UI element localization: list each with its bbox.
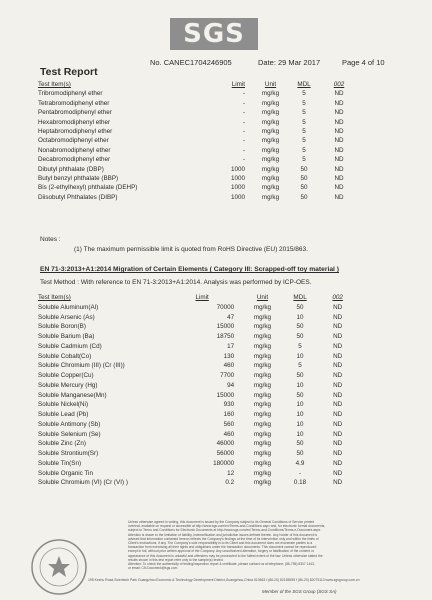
limit-cell: 56000 bbox=[216, 450, 235, 457]
result-cell: ND bbox=[334, 175, 344, 183]
unit-cell: mg/kg bbox=[261, 90, 280, 98]
unit-cell: mg/kg bbox=[261, 193, 280, 201]
limit-cell: 130 bbox=[223, 352, 235, 360]
limit-cell: 180000 bbox=[213, 459, 235, 467]
mdl-cell: 50 bbox=[300, 165, 308, 173]
table-row bbox=[38, 99, 358, 108]
test-method-text: With reference to EN 71-3:2013+A1:2014. Analysis was performed by ICP-OES. bbox=[80, 279, 312, 286]
test-item-cell: Tetrabromodiphenyl ether bbox=[38, 99, 110, 107]
unit-cell: mg/kg bbox=[253, 469, 272, 477]
limit-cell: - bbox=[242, 146, 245, 154]
table-row bbox=[38, 439, 358, 449]
test-item-cell: Decabromodiphenyl ether bbox=[38, 156, 111, 164]
mdl-cell: 5 bbox=[302, 99, 306, 107]
table-row bbox=[38, 174, 358, 183]
result-cell: ND bbox=[333, 313, 343, 321]
result-cell: ND bbox=[334, 137, 344, 145]
limit-cell: 47 bbox=[227, 313, 235, 321]
results-table-2 bbox=[38, 293, 358, 488]
result-cell: ND bbox=[333, 372, 343, 379]
unit-cell: mg/kg bbox=[261, 128, 280, 136]
report-title: Test Report bbox=[40, 66, 98, 78]
result-cell: ND bbox=[333, 440, 343, 448]
result-cell: ND bbox=[333, 420, 343, 428]
test-item-cell: Soluble Barium (Ba) bbox=[38, 333, 95, 340]
unit-cell: mg/kg bbox=[253, 362, 272, 370]
result-cell: ND bbox=[333, 459, 343, 467]
test-item-cell: Soluble Chromium (VI) (Cr (VI) ) bbox=[38, 479, 128, 487]
table-row bbox=[38, 391, 358, 401]
mdl-cell: 50 bbox=[296, 440, 304, 448]
fine-print-line: appearance of this document is unlawful and offenders may be prosecuted to the fullest extent of the law. Unless otherwise stated the bbox=[128, 553, 323, 558]
unit-cell: mg/kg bbox=[253, 420, 272, 428]
result-cell: ND bbox=[333, 381, 343, 389]
test-item-cell: Nonabromodiphenyl ether bbox=[38, 146, 111, 154]
column-header-sample: 002 bbox=[332, 294, 343, 301]
footer-address: 198 Kezhu Road,Scientech Park Guangzhou Economic & Technology Development District,Guangzhou,China 510663 t (86-20) 82155555 f (86-20) 82075113 www.sgsgroup.com.cn bbox=[88, 578, 360, 582]
test-item-cell: Tribromodiphenyl ether bbox=[38, 90, 103, 98]
unit-cell: mg/kg bbox=[253, 381, 272, 389]
limit-cell: - bbox=[242, 137, 245, 145]
mdl-cell: - bbox=[299, 469, 302, 477]
table-row bbox=[38, 420, 358, 430]
table-row bbox=[38, 342, 358, 352]
unit-cell: mg/kg bbox=[261, 99, 280, 107]
table-row bbox=[38, 127, 358, 136]
limit-cell: 930 bbox=[223, 401, 235, 409]
test-item-cell: Pentabromodiphenyl ether bbox=[38, 109, 112, 117]
limit-cell: 17 bbox=[227, 342, 235, 350]
official-seal-stamp bbox=[30, 538, 88, 596]
test-item-cell: Soluble Nickel(Ni) bbox=[38, 401, 89, 409]
notes-label: Notes : bbox=[40, 236, 61, 243]
limit-cell: - bbox=[242, 99, 245, 107]
mdl-cell: 50 bbox=[296, 450, 304, 457]
limit-cell: 46000 bbox=[216, 440, 235, 448]
mdl-cell: 50 bbox=[300, 184, 308, 192]
limit-cell: - bbox=[242, 90, 245, 98]
result-cell: ND bbox=[333, 352, 343, 360]
fine-print-line: Unless otherwise agreed in writing, this document is issued by the Company subject to its General Conditions of Service printed bbox=[128, 520, 315, 524]
limit-cell: 1000 bbox=[230, 193, 245, 201]
fine-print-line: except in full, without prior written approval of the Company. Any unauthorized alteration, forgery or falsification of the content or bbox=[128, 549, 314, 554]
test-item-cell: Soluble Aluminum(Al) bbox=[38, 303, 99, 311]
mdl-cell: 50 bbox=[296, 391, 304, 399]
mdl-cell: 50 bbox=[296, 333, 304, 340]
table-row bbox=[38, 400, 358, 410]
report-date: Date: 29 Mar 2017 bbox=[258, 58, 321, 67]
test-item-cell: Soluble Cobalt(Co) bbox=[38, 352, 92, 360]
limit-cell: 460 bbox=[223, 362, 235, 370]
mdl-cell: 5 bbox=[298, 362, 302, 370]
table-body bbox=[38, 303, 358, 488]
terms-fine-print bbox=[128, 520, 418, 570]
test-item-cell: Soluble Antimony (Sb) bbox=[38, 420, 101, 428]
column-header-sample: 002 bbox=[333, 81, 345, 88]
result-cell: ND bbox=[334, 156, 344, 164]
fine-print-line: or email: CN.Doccheck@sgs.com bbox=[128, 566, 178, 571]
unit-cell: mg/kg bbox=[261, 146, 280, 154]
mdl-cell: 5 bbox=[302, 137, 306, 145]
mdl-cell: 10 bbox=[296, 381, 304, 389]
table-row bbox=[38, 478, 358, 488]
result-cell: ND bbox=[333, 430, 343, 438]
note-1: (1) The maximum permissible limit is quoted from RoHS Directive (EU) 2015/863. bbox=[74, 246, 308, 253]
test-method bbox=[40, 279, 312, 286]
unit-cell: mg/kg bbox=[253, 323, 272, 331]
mdl-cell: 10 bbox=[296, 352, 304, 360]
limit-cell: 1000 bbox=[230, 175, 245, 183]
mdl-cell: 5 bbox=[302, 90, 306, 98]
table-body bbox=[38, 89, 358, 202]
unit-cell: mg/kg bbox=[253, 440, 272, 448]
column-header-unit: Unit bbox=[256, 294, 269, 301]
result-cell: ND bbox=[334, 109, 344, 117]
mdl-cell: 10 bbox=[296, 313, 304, 321]
table-row bbox=[38, 313, 358, 323]
column-header-test-item: Test Item(s) bbox=[38, 81, 71, 88]
unit-cell: mg/kg bbox=[253, 372, 272, 379]
footer-member: Member of the SGS Group (SGS SA) bbox=[262, 589, 337, 594]
unit-cell: mg/kg bbox=[261, 109, 280, 117]
table-row bbox=[38, 322, 358, 332]
mdl-cell: 10 bbox=[296, 401, 304, 409]
unit-cell: mg/kg bbox=[253, 401, 272, 409]
result-cell: ND bbox=[334, 165, 344, 173]
unit-cell: mg/kg bbox=[253, 459, 272, 467]
column-header-unit: Unit bbox=[264, 81, 277, 88]
table-row bbox=[38, 371, 358, 381]
test-item-cell: Soluble Lead (Pb) bbox=[38, 411, 89, 418]
test-item-cell: Heptabromodiphenyl ether bbox=[38, 128, 113, 136]
test-item-cell: Soluble Strontium(Sr) bbox=[38, 450, 99, 457]
limit-cell: - bbox=[242, 109, 245, 117]
unit-cell: mg/kg bbox=[253, 391, 272, 399]
limit-cell: 7700 bbox=[220, 372, 235, 379]
table-row bbox=[38, 459, 358, 469]
table-row bbox=[38, 155, 358, 164]
table-row bbox=[38, 193, 358, 202]
limit-cell: 160 bbox=[223, 411, 235, 418]
limit-cell: - bbox=[242, 156, 245, 164]
unit-cell: mg/kg bbox=[253, 430, 272, 438]
test-method-label: Test Method : bbox=[40, 279, 80, 286]
table-row bbox=[38, 352, 358, 362]
table-row bbox=[38, 118, 358, 127]
limit-cell: 460 bbox=[223, 430, 235, 438]
mdl-cell: 10 bbox=[296, 420, 304, 428]
mdl-cell: 50 bbox=[296, 323, 304, 331]
result-cell: ND bbox=[334, 146, 344, 154]
limit-cell: - bbox=[242, 128, 245, 136]
limit-cell: 18750 bbox=[216, 333, 235, 340]
limit-cell: 70000 bbox=[216, 303, 235, 311]
test-item-cell: Soluble Cadmium (Cd) bbox=[38, 342, 102, 350]
test-item-cell: Diisobutyl Phthalates (DIBP) bbox=[38, 193, 118, 201]
fine-print-line: results shown in this test report refer only to the sample(s) tested. bbox=[128, 557, 224, 562]
limit-cell: 94 bbox=[227, 381, 235, 389]
table-row bbox=[38, 381, 358, 391]
test-item-cell: Soluble Zinc (Zn) bbox=[38, 440, 86, 448]
mdl-cell: 5 bbox=[302, 109, 306, 117]
result-cell: ND bbox=[333, 323, 343, 331]
test-item-cell: Soluble Arsenic (As) bbox=[38, 313, 95, 321]
limit-cell: 1000 bbox=[230, 165, 245, 173]
unit-cell: mg/kg bbox=[261, 156, 280, 164]
result-cell: ND bbox=[333, 479, 343, 487]
column-header-mdl: MDL bbox=[297, 81, 311, 88]
limit-cell: 0.2 bbox=[225, 479, 235, 487]
column-header-limit: Limit bbox=[231, 81, 245, 88]
table-row bbox=[38, 183, 358, 192]
page-number: Page 4 of 10 bbox=[342, 58, 432, 600]
mdl-cell: 50 bbox=[296, 372, 304, 379]
table-row bbox=[38, 469, 358, 479]
limit-cell: 560 bbox=[223, 420, 235, 428]
table-header bbox=[38, 293, 358, 303]
unit-cell: mg/kg bbox=[261, 184, 280, 192]
mdl-cell: 5 bbox=[298, 342, 302, 350]
result-cell: ND bbox=[333, 391, 343, 399]
result-cell: ND bbox=[334, 99, 344, 107]
test-item-cell: Soluble Copper(Cu) bbox=[38, 372, 94, 379]
column-header-mdl: MDL bbox=[293, 294, 307, 301]
result-cell: ND bbox=[333, 303, 343, 311]
limit-cell: - bbox=[242, 118, 245, 126]
test-item-cell: Soluble Boron(B) bbox=[38, 323, 86, 331]
column-header-limit: Limit bbox=[195, 294, 209, 301]
test-item-cell: Soluble Selenium (Se) bbox=[38, 430, 101, 438]
fine-print-line: overleaf, available on request or accessible at http://www.sgs.com/en/Terms-and-Conditions.aspx and, for electronic format documents, bbox=[128, 524, 326, 529]
table-row bbox=[38, 146, 358, 155]
test-item-cell: Hexabromodiphenyl ether bbox=[38, 118, 111, 126]
table-row bbox=[38, 89, 358, 98]
result-cell: ND bbox=[334, 118, 344, 126]
result-cell: ND bbox=[334, 193, 344, 201]
mdl-cell: 5 bbox=[302, 156, 306, 164]
table-row bbox=[38, 332, 358, 342]
limit-cell: 1000 bbox=[230, 184, 245, 192]
test-item-cell: Soluble Manganese(Mn) bbox=[38, 391, 107, 399]
unit-cell: mg/kg bbox=[253, 411, 272, 418]
unit-cell: mg/kg bbox=[261, 175, 280, 183]
fine-print-line: Attention: To check the authenticity of testing/inspection report & certificate, please contact us at telephone: (86-755) 8307 1443, bbox=[128, 562, 315, 567]
test-item-cell: Soluble Organic Tin bbox=[38, 469, 93, 477]
test-item-cell: Soluble Tin(Sn) bbox=[38, 459, 82, 467]
column-header-test-item: Test Item(s) bbox=[38, 294, 71, 301]
table-row bbox=[38, 430, 358, 440]
mdl-cell: 0.18 bbox=[293, 479, 307, 487]
unit-cell: mg/kg bbox=[261, 118, 280, 126]
result-cell: ND bbox=[333, 342, 343, 350]
mdl-cell: 5 bbox=[302, 118, 306, 126]
mdl-cell: 50 bbox=[300, 175, 308, 183]
fine-print-line: subject to Terms and Conditions for Electronic Documents at http://www.sgs.com/en/Terms-and-Conditions/Terms-e-Document.aspx. bbox=[128, 528, 322, 533]
result-cell: ND bbox=[333, 450, 343, 457]
fine-print-line: Attention is drawn to the limitation of liability, indemnification and jurisdiction issues defined therein. Any holder of this document is bbox=[128, 532, 318, 537]
unit-cell: mg/kg bbox=[253, 479, 272, 487]
test-item-cell: Dibutyl phthalate (DBP) bbox=[38, 165, 104, 173]
result-cell: ND bbox=[334, 90, 344, 98]
result-cell: ND bbox=[333, 333, 343, 340]
test-item-cell: Butyl benzyl phthalate (BBP) bbox=[38, 175, 119, 183]
unit-cell: mg/kg bbox=[253, 313, 272, 321]
report-number: No. CANEC1704246905 bbox=[150, 58, 232, 67]
mdl-cell: 10 bbox=[296, 411, 304, 418]
mdl-cell: 50 bbox=[300, 193, 308, 201]
unit-cell: mg/kg bbox=[253, 352, 272, 360]
table-row bbox=[38, 303, 358, 313]
table-header bbox=[38, 80, 358, 89]
mdl-cell: 10 bbox=[296, 430, 304, 438]
result-cell: ND bbox=[333, 469, 343, 477]
mdl-cell: 50 bbox=[296, 303, 304, 311]
limit-cell: 12 bbox=[227, 469, 235, 477]
fine-print-line: Client's instructions, if any. The Company's sole responsibility is to its Client and this document does not exonerate parties to a bbox=[128, 541, 313, 546]
result-cell: ND bbox=[334, 184, 344, 192]
result-cell: ND bbox=[333, 411, 343, 418]
test-item-cell: Soluble Chromium (III) (Cr (III)) bbox=[38, 362, 125, 370]
section-heading bbox=[40, 266, 339, 273]
table-row bbox=[38, 449, 358, 459]
table-row bbox=[38, 361, 358, 371]
table-row bbox=[38, 108, 358, 117]
unit-cell: mg/kg bbox=[253, 450, 272, 457]
mdl-cell: 5 bbox=[302, 146, 306, 154]
result-cell: ND bbox=[333, 401, 343, 409]
table-row bbox=[38, 136, 358, 145]
section-heading-text: EN 71-3:2013+A1:2014 Migration of Certain Elements ( Category III: Scrapped-off toy material ) bbox=[40, 266, 339, 273]
unit-cell: mg/kg bbox=[253, 342, 272, 350]
unit-cell: mg/kg bbox=[261, 165, 280, 173]
test-item-cell: Bis (2-ethylhexyl) phthalate (DEHP) bbox=[38, 184, 138, 192]
unit-cell: mg/kg bbox=[253, 333, 272, 340]
limit-cell: 15000 bbox=[216, 391, 235, 399]
unit-cell: mg/kg bbox=[261, 137, 280, 145]
test-item-cell: Octabromodiphenyl ether bbox=[38, 137, 109, 145]
mdl-cell: 5 bbox=[302, 128, 306, 136]
fine-print-line: transaction from exercising all their rights and obligations under the transaction documents. This document cannot be reproduced bbox=[128, 545, 317, 550]
test-item-cell: Soluble Mercury (Hg) bbox=[38, 381, 98, 389]
limit-cell: 15000 bbox=[216, 323, 235, 331]
mdl-cell: 4.9 bbox=[295, 459, 305, 467]
unit-cell: mg/kg bbox=[253, 303, 272, 311]
results-table-1 bbox=[38, 80, 358, 202]
table-row bbox=[38, 410, 358, 420]
result-cell: ND bbox=[334, 128, 344, 136]
fine-print-line: advised that information contained hereon reflects the Company's findings at the time of its intervention only and within the limits of bbox=[128, 536, 319, 541]
table-row bbox=[38, 165, 358, 174]
result-cell: ND bbox=[333, 362, 343, 370]
sgs-logo: SGS bbox=[170, 18, 258, 50]
